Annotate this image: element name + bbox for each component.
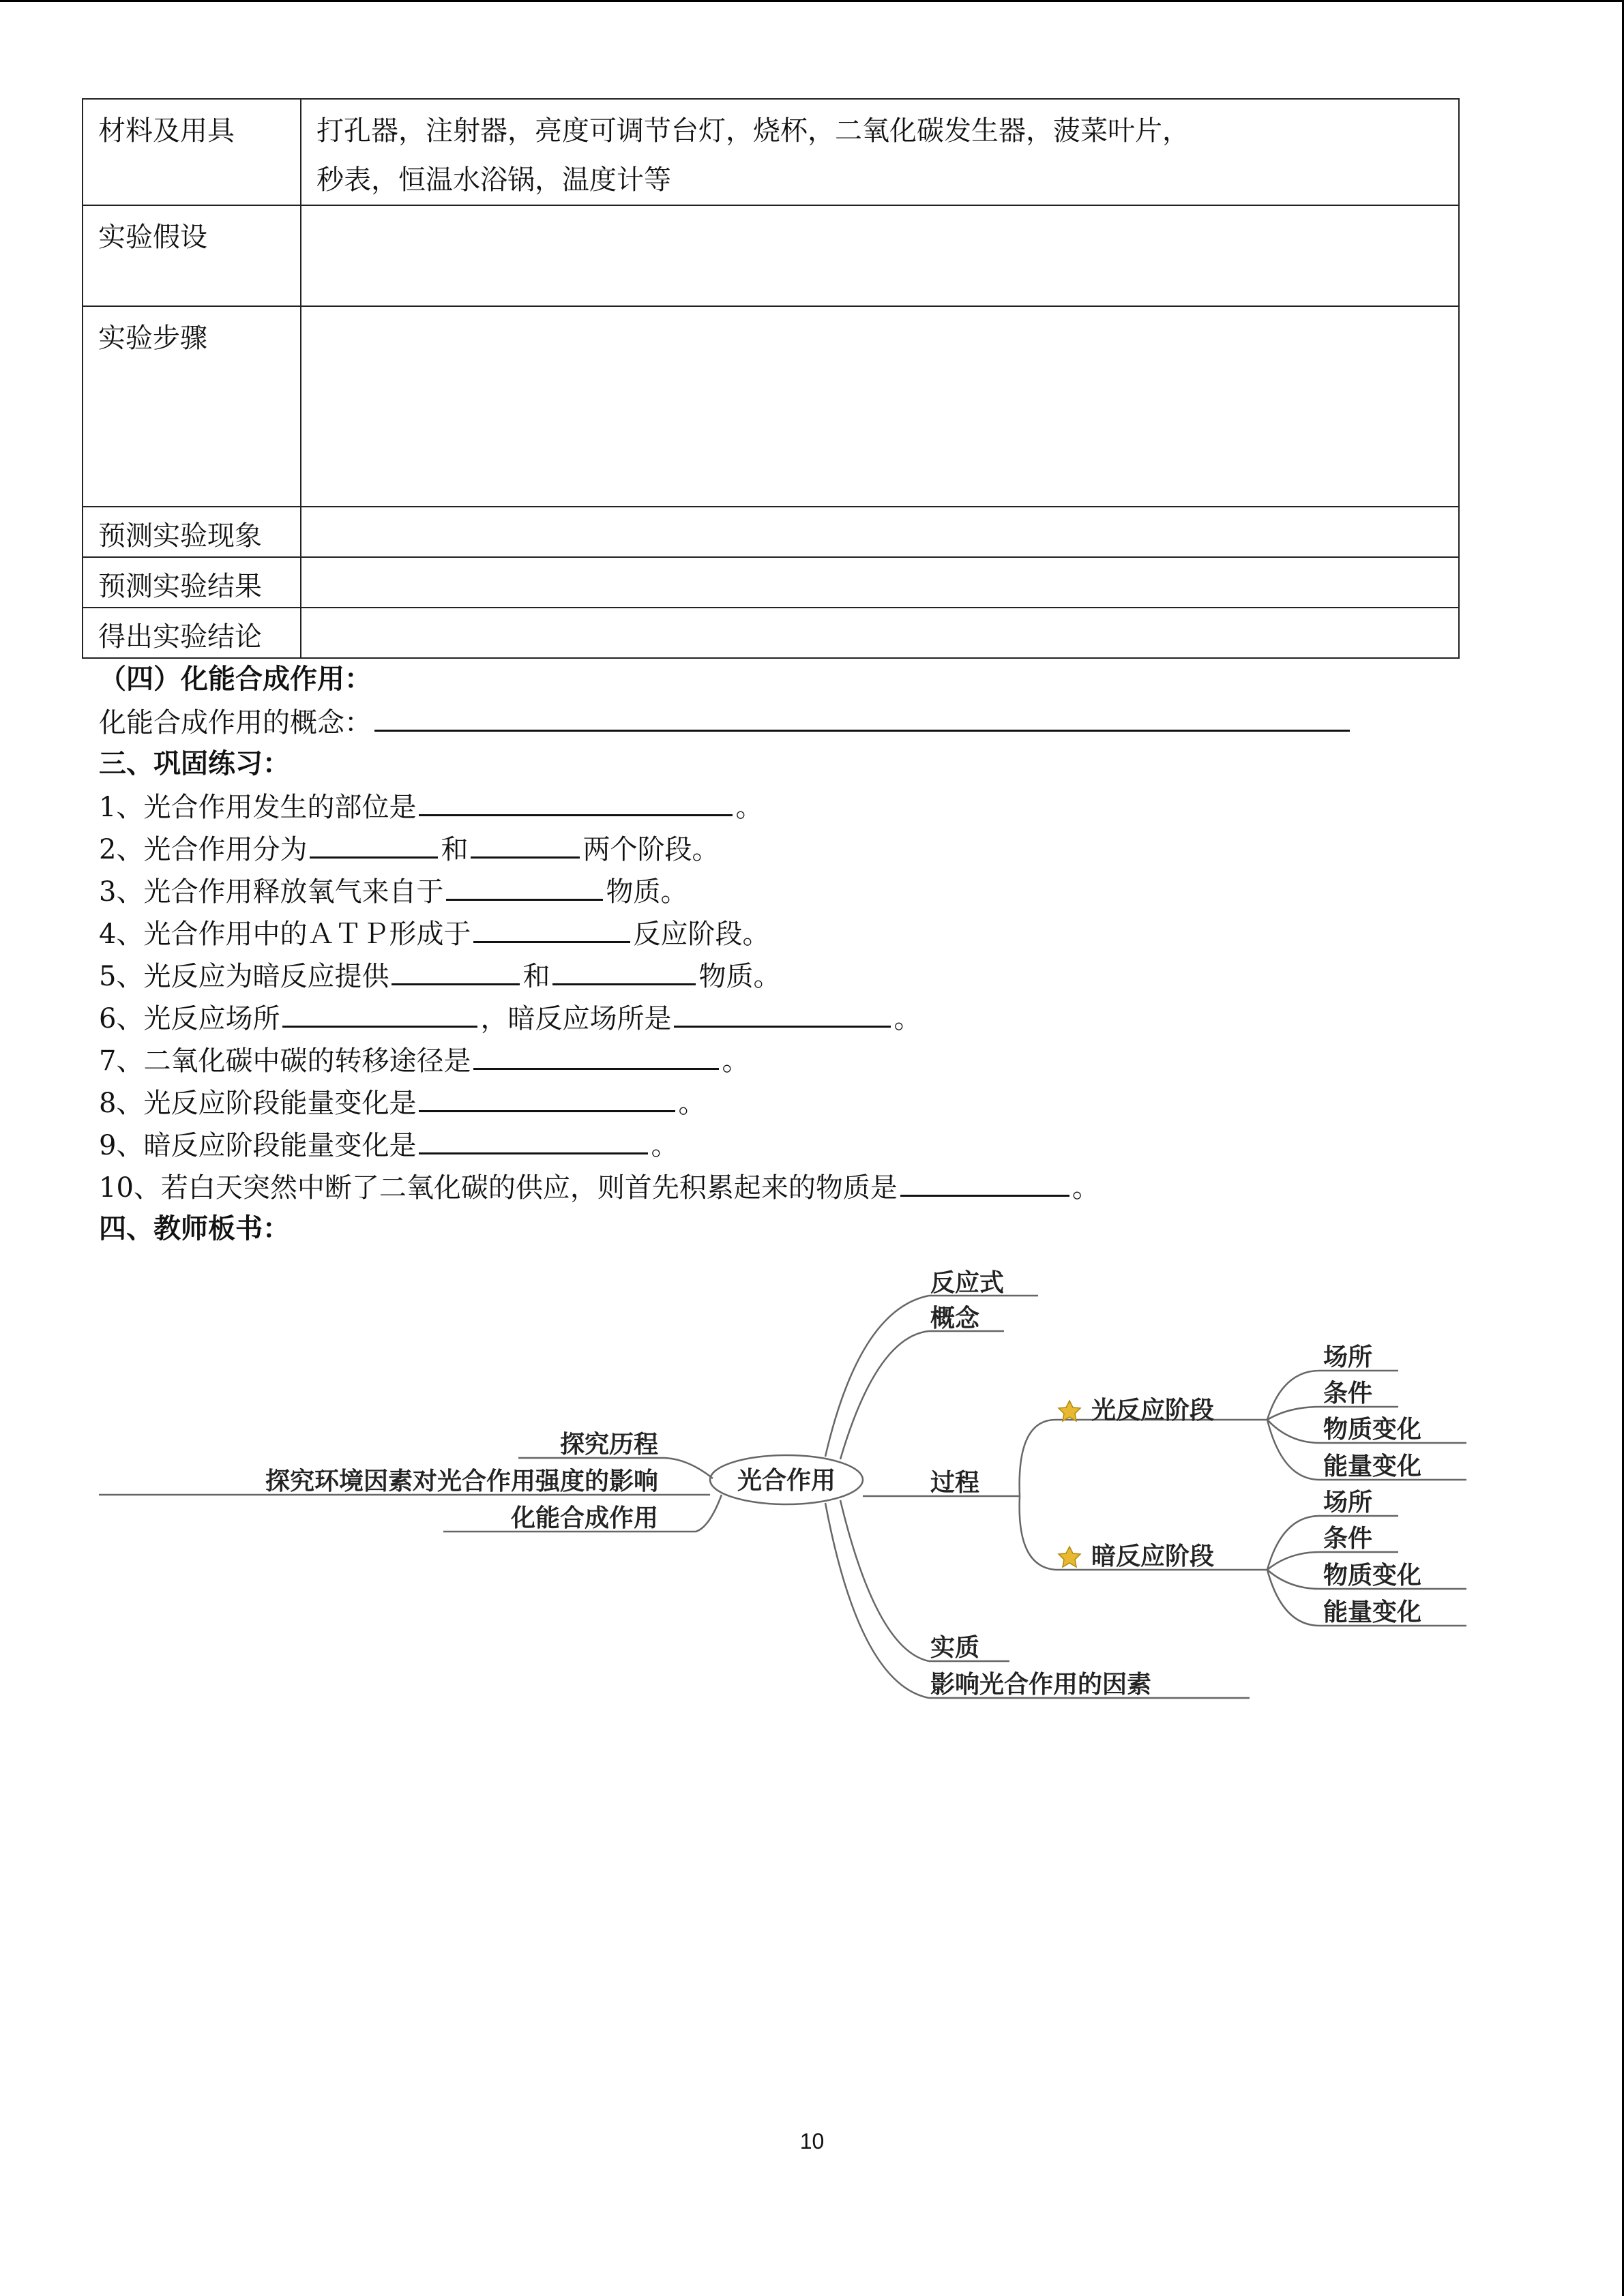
connector-history	[665, 1458, 713, 1478]
bottom-branch-factors: 影响光合作用的因素	[930, 1671, 1152, 1699]
q8-text: 8、光反应阶段能量变化是	[99, 1088, 417, 1119]
practice-heading: 三、巩固练习：	[99, 748, 290, 779]
connector-factors	[825, 1503, 929, 1698]
q2-end: 两个阶段。	[582, 834, 720, 865]
top-branch-concept: 概念	[930, 1304, 980, 1332]
dark-stage-matter-change: 物质变化	[1323, 1562, 1422, 1590]
dark-stage-condition: 条件	[1323, 1525, 1373, 1553]
left-branch-history: 探究历程	[559, 1431, 658, 1459]
predict-result-label: 预测实验结果	[83, 557, 301, 608]
materials-line-2: 秒表，恒温水浴锅，温度计等	[316, 164, 671, 196]
top-branch-equation: 反应式	[930, 1269, 1005, 1297]
connector-chemosynthesis	[696, 1495, 722, 1532]
hypothesis-label: 实验假设	[83, 205, 301, 306]
q7-text: 7、二氧化碳中碳的转移途径是	[99, 1045, 471, 1077]
left-branch-chemosynthesis: 化能合成作用	[510, 1504, 658, 1532]
connector-essence	[840, 1500, 929, 1661]
q5-end: 物质。	[698, 961, 781, 992]
light-stage-label: 光反应阶段	[1091, 1397, 1215, 1425]
q1-end: 。	[735, 792, 763, 823]
q8-end: 。	[678, 1088, 706, 1119]
light-stage-energy-change: 能量变化	[1323, 1452, 1422, 1480]
q2-mid: 和	[441, 834, 469, 865]
center-node-label: 光合作用	[737, 1467, 836, 1495]
q3-text: 3、光合作用释放氧气来自于	[99, 876, 444, 908]
light-stage-condition: 条件	[1323, 1380, 1373, 1407]
left-branch-environment: 探究环境因素对光合作用强度的影响	[265, 1467, 658, 1495]
predict-phenomenon-label: 预测实验现象	[83, 507, 301, 557]
board-heading: 四、教师板书：	[99, 1213, 290, 1244]
star-icon-dark-stage	[1059, 1547, 1080, 1567]
conclusion-label: 得出实验结论	[83, 608, 301, 658]
q4-text: 4、光合作用中的ＡＴＰ形成于	[99, 919, 471, 950]
page-number: 10	[799, 2129, 825, 2153]
q6-mid: ，暗反应场所是	[480, 1003, 672, 1034]
dark-stage-label: 暗反应阶段	[1091, 1542, 1215, 1570]
dark-stage-energy-change: 能量变化	[1323, 1598, 1422, 1626]
q5-text: 5、光反应为暗反应提供	[99, 961, 389, 992]
q9-end: 。	[651, 1130, 679, 1161]
connector-light-stage	[1020, 1420, 1267, 1496]
light-stage-matter-change: 物质变化	[1323, 1416, 1422, 1444]
light-stage-location: 场所	[1323, 1343, 1373, 1371]
materials-label: 材料及用具	[83, 99, 301, 205]
q3-end: 物质。	[606, 876, 688, 908]
q10-text: 10、若白天突然中断了二氧化碳的供应，则首先积累起来的物质是	[99, 1172, 898, 1204]
star-icon-light-stage	[1059, 1401, 1080, 1421]
q1-text: 1、光合作用发生的部位是	[99, 792, 417, 823]
dark-stage-location: 场所	[1323, 1489, 1373, 1517]
q2-text: 2、光合作用分为	[99, 834, 308, 865]
bottom-branch-essence: 实质	[930, 1634, 980, 1662]
q4-end: 反应阶段。	[633, 919, 770, 950]
chemosynthesis-concept-label: 化能合成作用的概念：	[99, 707, 372, 739]
q6-end: 。	[894, 1003, 921, 1034]
q7-end: 。	[722, 1045, 750, 1077]
q6-text: 6、光反应场所	[99, 1003, 280, 1034]
steps-label: 实验步骤	[83, 306, 301, 507]
process-branch-label: 过程	[930, 1469, 980, 1497]
q10-end: 。	[1072, 1172, 1099, 1204]
connector-concept	[840, 1331, 929, 1459]
materials-line-1: 打孔器，注射器，亮度可调节台灯，烧杯，二氧化碳发生器，菠菜叶片，	[316, 115, 1190, 147]
section-heading-chemosynthesis: （四）化能合成作用：	[99, 664, 372, 695]
q5-mid: 和	[522, 961, 550, 992]
q9-text: 9、暗反应阶段能量变化是	[99, 1130, 417, 1161]
connector-equation	[825, 1296, 929, 1457]
